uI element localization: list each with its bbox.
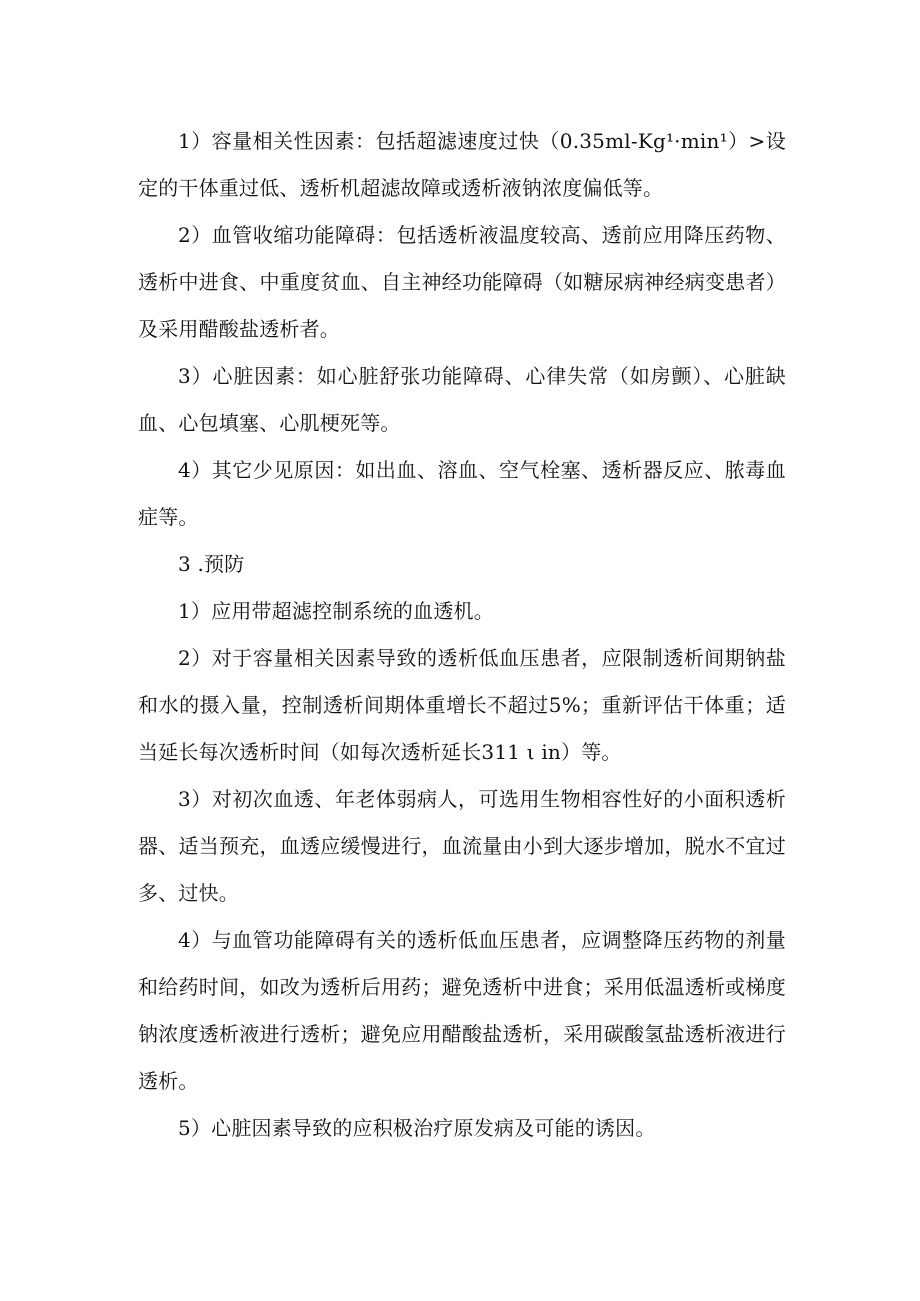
paragraph-cardiac-factors: 3）心脏因素：如心脏舒张功能障碍、心律失常（如房颤）、心脏缺血、心包填塞、心肌梗死等。 (138, 364, 786, 435)
paragraph-prevention-4: 4）与血管功能障碍有关的透析低血压患者，应调整降压药物的剂量和给药时间，如改为透析后用药；避免透析中进食；采用低温透析或梯度钠浓度透析液进行透析；避免应用醋酸盐透析，采用碳酸氢盐透析液进行透析。 (138, 928, 786, 1093)
document-body (138, 118, 786, 1152)
paragraph-volume-factors: 1）容量相关性因素：包括超滤速度过快（0.35ml-Kg¹·min¹）>设定的干体重过低、透析机超滤故障或透析液钠浓度偏低等。 (138, 129, 786, 200)
paragraph-vascular-factors: 2）血管收缩功能障碍：包括透析液温度较高、透前应用降压药物、透析中进食、中重度贫血、自主神经功能障碍（如糖尿病神经病变患者）及采用醋酸盐透析者。 (138, 223, 786, 341)
paragraph-prevention-5: 5）心脏因素导致的应积极治疗原发病及可能的诱因。 (178, 1116, 656, 1140)
section-heading-prevention: 3 .预防 (178, 552, 245, 576)
paragraph-prevention-1: 1）应用带超滤控制系统的血透机。 (178, 599, 494, 623)
paragraph-prevention-3: 3）对初次血透、年老体弱病人，可选用生物相容性好的小面积透析器、适当预充，血透应缓慢进行，血流量由小到大逐步增加，脱水不宜过多、过快。 (138, 787, 786, 905)
paragraph-rare-causes: 4）其它少见原因：如出血、溶血、空气栓塞、透析器反应、脓毒血症等。 (138, 458, 786, 529)
paragraph-prevention-2: 2）对于容量相关因素导致的透析低血压患者，应限制透析间期钠盐和水的摄入量，控制透析间期体重增长不超过5%；重新评估干体重；适当延长每次透析时间（如每次透析延长311 ι in）等。 (138, 646, 786, 764)
